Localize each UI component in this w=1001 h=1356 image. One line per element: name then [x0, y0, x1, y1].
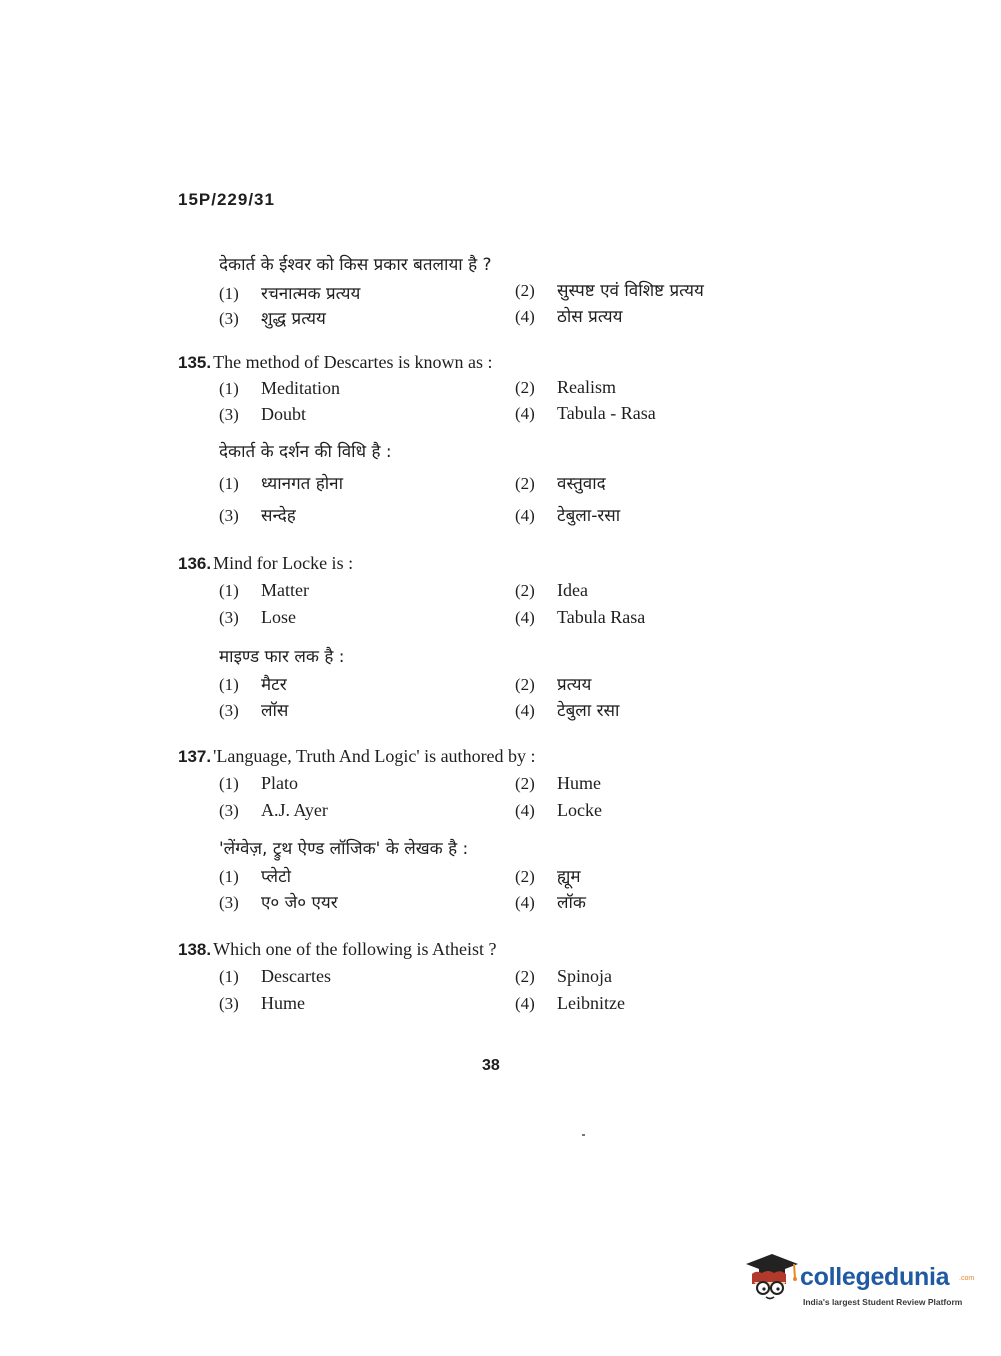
q136-hindi-text: माइण्ड फार लक है : [219, 647, 345, 667]
q135-option-2: (2) Realism [515, 377, 616, 397]
q138-option-2: (2) Spinoja [515, 966, 613, 986]
page-number: 38 [482, 1057, 500, 1074]
q138-option-4: (4) Leibnitze [515, 993, 625, 1013]
paper-code: 15P/229/31 [178, 190, 275, 209]
q134-hindi-option-4: (4) ठोस प्रत्यय [515, 307, 623, 327]
q136-hindi-option-4: (4) टेबुला रसा [515, 701, 620, 721]
q135-option-1: (1) Meditation [219, 378, 340, 398]
q136-question: 136. Mind for Locke is : [178, 553, 354, 573]
mascot-icon [742, 1250, 800, 1308]
q136-hindi-option-3: (3) लॉस [219, 701, 289, 721]
scan-speck [582, 1134, 585, 1136]
q137-option-1: (1) Plato [219, 773, 299, 793]
q138-option-3: (3) Hume [219, 993, 305, 1013]
q137-hindi-option-2: (2) ह्यूम [515, 867, 581, 887]
q137-hindi-option-1: (1) प्लेटो [219, 867, 292, 887]
q135-hindi-option-1: (1) ध्यानगत होना [219, 474, 344, 494]
q136-option-2: (2) Idea [515, 580, 588, 600]
collegedunia-suffix: .com [959, 1275, 975, 1282]
q137-hindi-option-4: (4) लॉक [515, 893, 586, 913]
q137-hindi-option-3: (3) ए० जे० एयर [219, 893, 338, 913]
q135-number: 135. [178, 353, 212, 372]
q135-question: 135. The method of Descartes is known as : [178, 352, 493, 372]
q135-option-3: (3) Doubt [219, 404, 306, 424]
q137-option-3: (3) A.J. Ayer [219, 800, 328, 820]
q135-hindi-option-4: (4) टेबुला-रसा [515, 506, 621, 526]
q135-hindi-option-2: (2) वस्तुवाद [515, 474, 606, 494]
q138-question: 138. Which one of the following is Atheist ? [178, 939, 497, 959]
q137-question: 137. 'Language, Truth And Logic' is authored by : [178, 746, 536, 766]
q137-option-2: (2) Hume [515, 773, 601, 793]
q138-number: 138. [178, 940, 212, 959]
q137-option-4: (4) Locke [515, 800, 602, 820]
collegedunia-tagline: India's largest Student Review Platform [803, 1297, 963, 1307]
q134-hindi-option-2: (2) सुस्पष्ट एवं विशिष्ट प्रत्यय [515, 281, 704, 301]
q136-option-1: (1) Matter [219, 580, 309, 600]
q138-option-1: (1) Descartes [219, 966, 331, 986]
q136-hindi-option-2: (2) प्रत्यय [515, 675, 592, 695]
q135-hindi-option-3: (3) सन्देह [219, 506, 296, 526]
q136-hindi-option-1: (1) मैटर [219, 675, 287, 695]
q136-option-3: (3) Lose [219, 607, 296, 627]
q135-hindi-text: देकार्त के दर्शन की विधि है : [219, 442, 392, 462]
q135-option-4: (4) Tabula - Rasa [515, 403, 656, 423]
collegedunia-mascot-logo [742, 1250, 800, 1308]
q134-hindi-text: देकार्त के ईश्वर को किस प्रकार बतलाया है ? [219, 255, 492, 275]
q136-number: 136. [178, 554, 212, 573]
q136-option-4: (4) Tabula Rasa [515, 607, 646, 627]
q134-hindi-option-1: (1) रचनात्मक प्रत्यय [219, 284, 361, 304]
collegedunia-brand: collegedunia [800, 1263, 950, 1291]
q134-hindi-option-3: (3) शुद्ध प्रत्यय [219, 309, 326, 329]
q137-number: 137. [178, 747, 212, 766]
q137-hindi-text: 'लेंग्वेज़, ट्रुथ ऐण्ड लॉजिक' के लेखक है : [219, 839, 469, 859]
